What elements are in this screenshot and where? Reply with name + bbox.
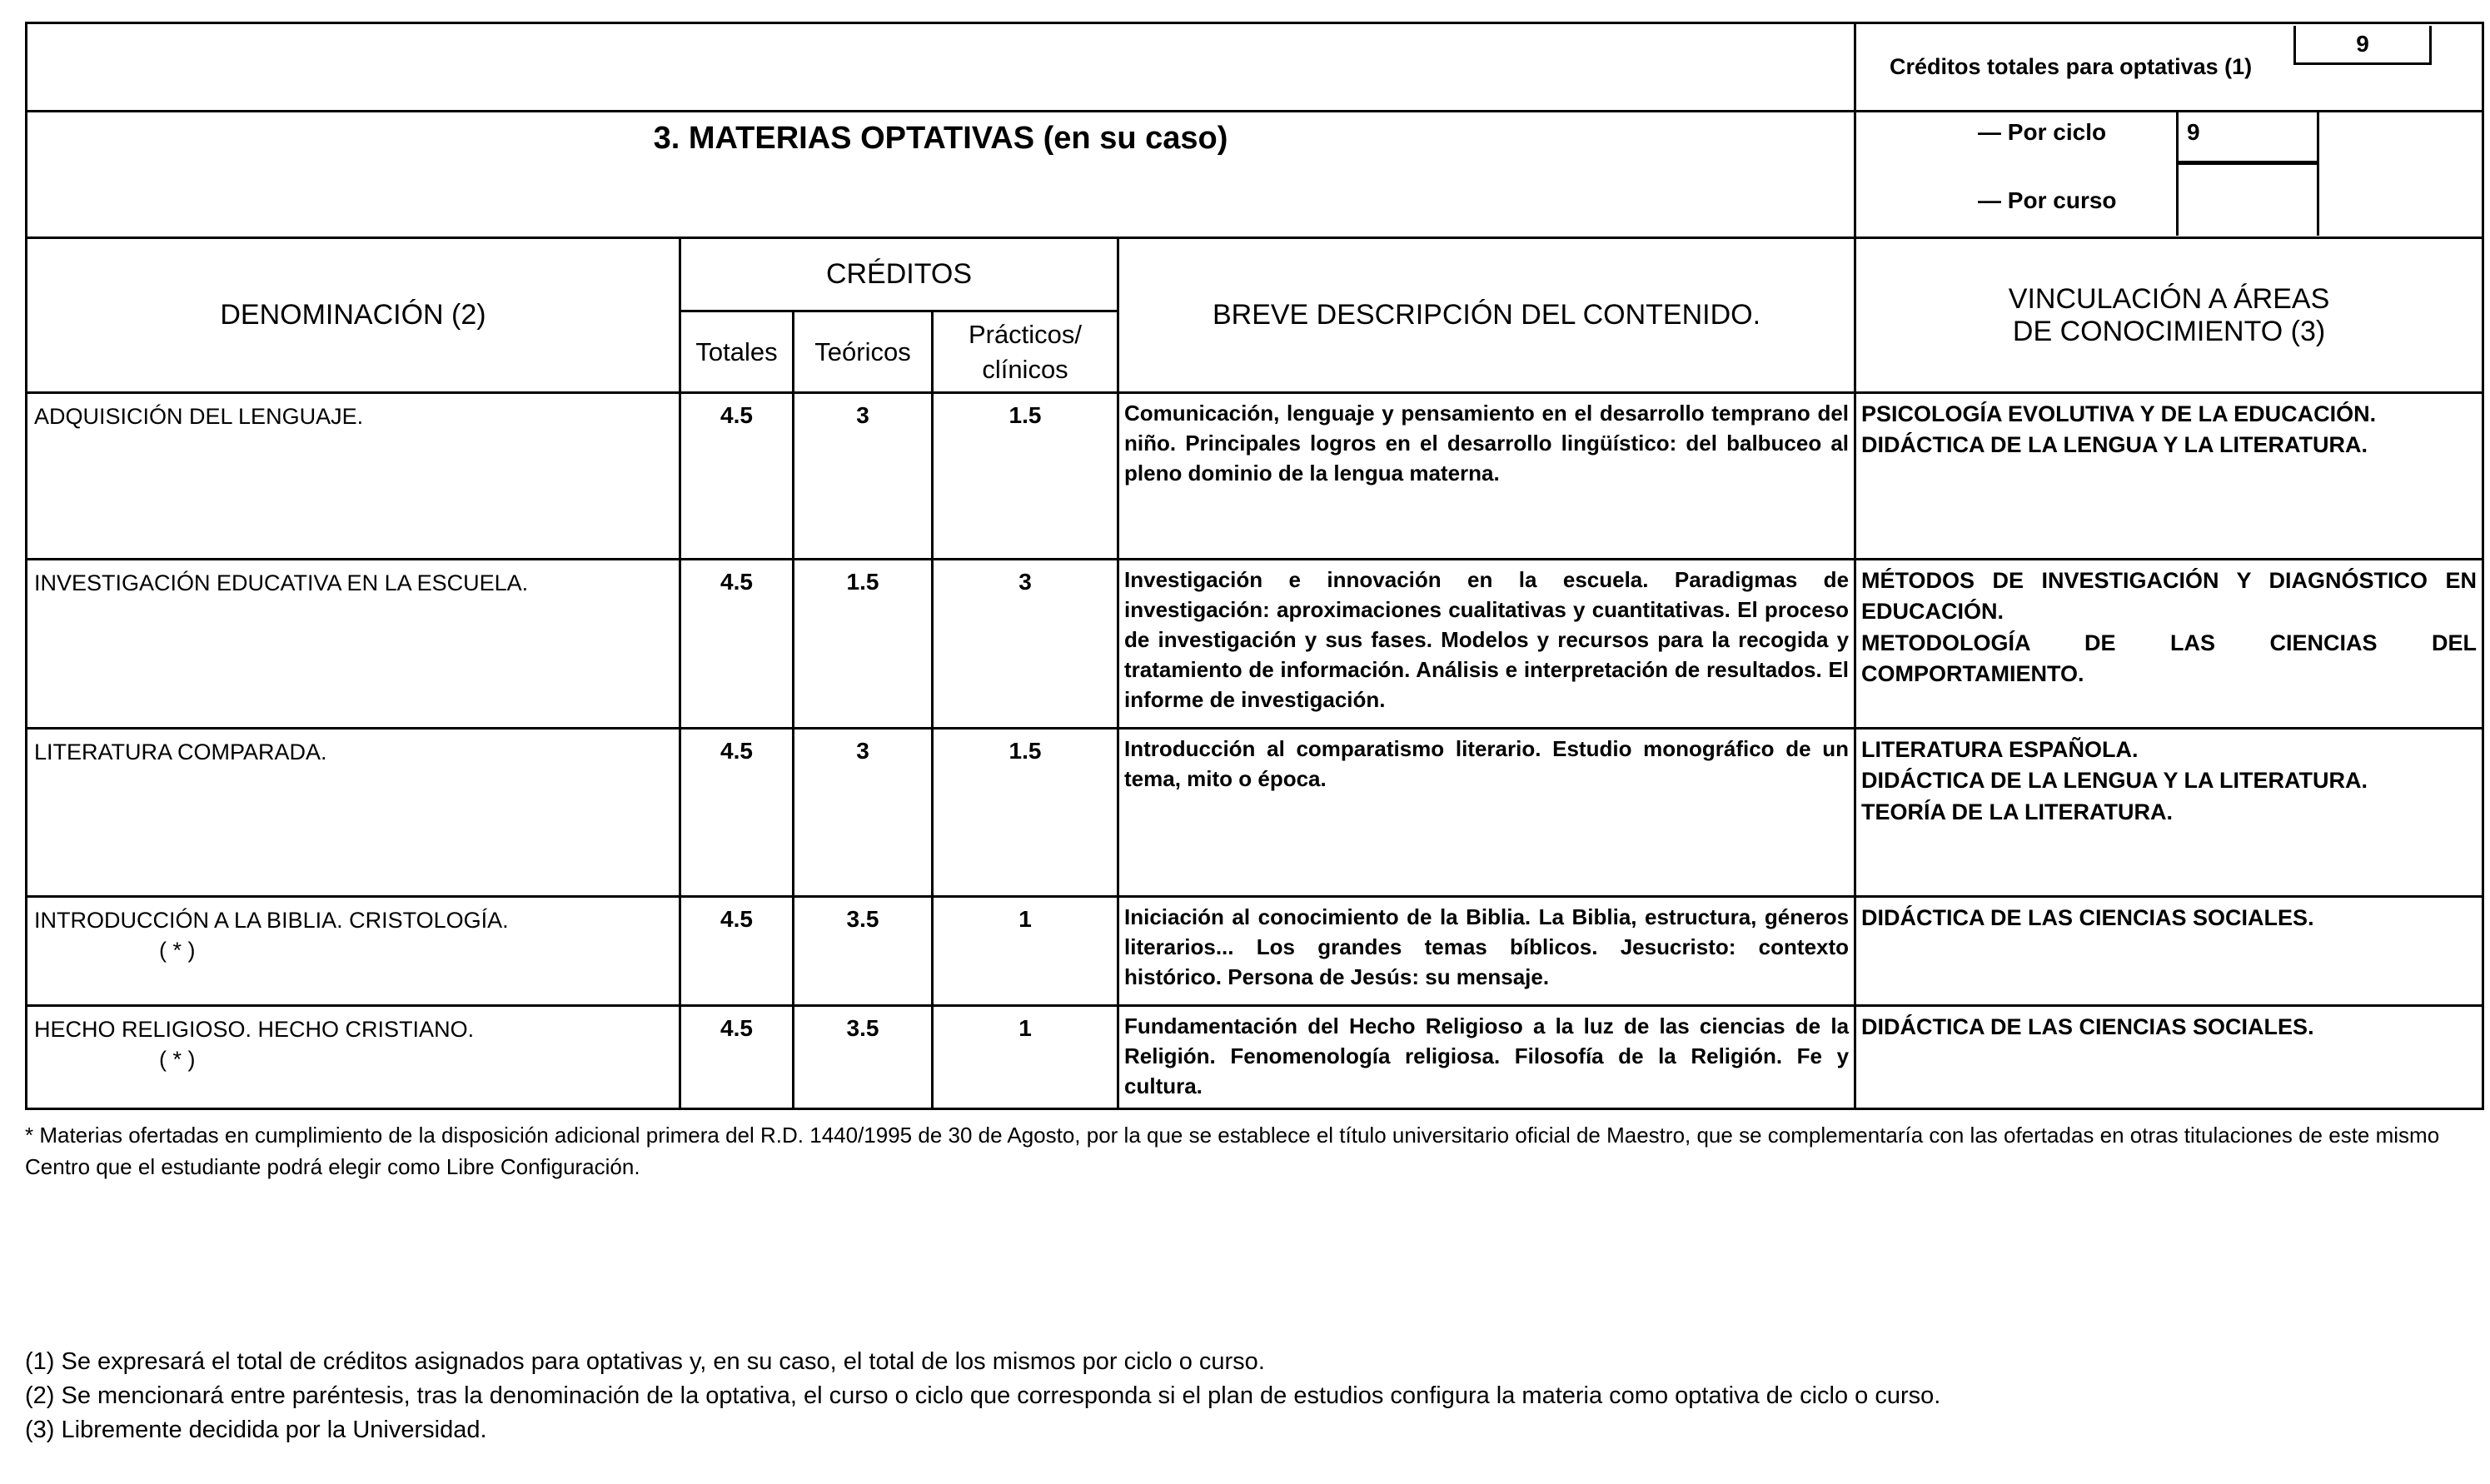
- col-teoricos: Teóricos: [794, 311, 933, 393]
- row-name: ADQUISICIÓN DEL LENGUAJE.: [27, 393, 680, 560]
- row-name-cell: [27, 1006, 680, 1109]
- col-descripcion: BREVE DESCRIPCIÓN DEL CONTENIDO.: [1118, 238, 1855, 393]
- vinculacion-line-1: VINCULACIÓN A ÁREAS: [2008, 282, 2330, 315]
- table-row: [27, 560, 2483, 729]
- col-totales: Totales: [680, 311, 794, 393]
- row-name: LITERATURA COMPARADA.: [27, 729, 680, 897]
- row-teoricos: 3: [794, 393, 933, 560]
- row-mark: ( * ): [159, 937, 196, 963]
- row-teoricos: 1.5: [794, 560, 933, 729]
- row-teoricos: 3.5: [794, 1006, 933, 1109]
- asterisk-note: * Materias ofertadas en cumplimiento de la disposición adicional primera del R.D. 1440/1995 de 30 de Agosto, por la que se establece el título universitario oficial de Maestro, que se complementaría con las ofertadas en otras titulaciones de este mismo Centro que el estudiante podrá elegir como Libre Configuración.: [25, 1123, 2440, 1179]
- row-name: INTRODUCCIÓN A LA BIBLIA. CRISTOLOGÍA.: [34, 908, 509, 933]
- row-descripcion: Comunicación, lenguaje y pensamiento en el desarrollo temprano del niño. Principales logros en el desarrollo lingüístico: del balbuceo al pleno dominio de la lengua materna.: [1118, 393, 1855, 560]
- total-credits-label: Créditos totales para optativas (1): [1890, 53, 2253, 79]
- row-totales: 4.5: [680, 1006, 794, 1109]
- por-ciclo-label: — Por ciclo: [1978, 119, 2107, 145]
- area-item: DIDÁCTICA DE LAS CIENCIAS SOCIALES.: [1861, 1014, 2314, 1039]
- vinculacion-line-2: DE CONOCIMIENTO (3): [2012, 315, 2326, 347]
- table-row: [27, 897, 2483, 1006]
- header-blank: [27, 23, 1855, 112]
- row-descripcion: Fundamentación del Hecho Religioso a la luz de las ciencias de la Religión. Fenomenología religiosa. Filosofía de la Religión. Fe y cultura.: [1118, 1006, 1855, 1109]
- table-row: [27, 1006, 2483, 1109]
- row-practicos: 3: [933, 560, 1118, 729]
- row-totales: 4.5: [680, 393, 794, 560]
- row-mark: ( * ): [159, 1046, 196, 1072]
- row-totales: 4.5: [680, 897, 794, 1006]
- row-name: HECHO RELIGIOSO. HECHO CRISTIANO.: [34, 1017, 475, 1042]
- row-descripcion: Investigación e innovación en la escuela. Paradigmas de investigación: aproximaciones cualitativas y cuantitativas. El proceso de investigación y sus fases. Modelos y recursos para la recogida y tratamiento de información. Análisis e interpretación de resultados. El informe de investigación.: [1118, 560, 1855, 729]
- table-row: [27, 393, 2483, 560]
- row-descripcion: Introducción al comparatismo literario. Estudio monográfico de un tema, mito o época.: [1118, 729, 1855, 897]
- col-denominacion: DENOMINACIÓN (2): [27, 238, 680, 393]
- row-name: INVESTIGACIÓN EDUCATIVA EN LA ESCUELA.: [27, 560, 680, 729]
- col-practicos: Prácticos/ clínicos: [933, 311, 1118, 393]
- section-title-cell: [27, 112, 1855, 238]
- area-item: TEORÍA DE LA LITERATURA.: [1861, 799, 2174, 824]
- area-item: DIDÁCTICA DE LAS CIENCIAS SOCIALES.: [1861, 905, 2314, 930]
- area-item: PSICOLOGÍA EVOLUTIVA Y DE LA EDUCACIÓN.: [1861, 401, 2377, 426]
- row-areas: [1855, 1006, 2483, 1109]
- por-ciclo-value: 9: [2187, 119, 2200, 145]
- row-descripcion: Iniciación al conocimiento de la Biblia. La Biblia, estructura, géneros literarios... Los grandes temas bíblicos. Jesucristo: contexto histórico. Persona de Jesús: su mensaje.: [1118, 897, 1855, 1006]
- optativas-table: [25, 22, 2484, 1110]
- row-teoricos: 3: [794, 729, 933, 897]
- row-practicos: 1: [933, 1006, 1118, 1109]
- area-item: MÉTODOS DE INVESTIGACIÓN Y DIAGNÓSTICO EN EDUCACIÓN.: [1861, 568, 2478, 625]
- section-title: 3. MATERIAS OPTATIVAS (en su caso): [653, 121, 1228, 156]
- row-practicos: 1.5: [933, 729, 1118, 897]
- col-vinculacion: [1855, 238, 2483, 393]
- row-areas: [1855, 560, 2483, 729]
- row-totales: 4.5: [680, 729, 794, 897]
- area-item: DIDÁCTICA DE LA LENGUA Y LA LITERATURA.: [1861, 432, 2368, 458]
- row-practicos: 1: [933, 897, 1118, 1006]
- row-practicos: 1.5: [933, 393, 1118, 560]
- area-item: DIDÁCTICA DE LA LENGUA Y LA LITERATURA.: [1861, 768, 2368, 794]
- row-areas: [1855, 729, 2483, 897]
- row-totales: 4.5: [680, 560, 794, 729]
- footnote-2: (2) Se mencionará entre paréntesis, tras la denominación de la optativa, el curso o ciclo que corresponda si el plan de estudios configura la materia como optativa de ciclo o curso.: [25, 1382, 1941, 1410]
- total-credits-cell: [1855, 23, 2483, 112]
- footnotes: [25, 1345, 1940, 1448]
- row-teoricos: 3.5: [794, 897, 933, 1006]
- table-row: [27, 729, 2483, 897]
- total-credits-value: 9: [2293, 26, 2432, 65]
- por-curso-label: — Por curso: [1978, 187, 2117, 213]
- footnote-1: (1) Se expresará el total de créditos asignados para optativas y, en su caso, el total de los mismos por ciclo o curso.: [25, 1348, 1265, 1375]
- area-item: LITERATURA ESPAÑOLA.: [1861, 737, 2139, 762]
- area-item: METODOLOGÍA DE LAS CIENCIAS DEL COMPORTAMIENTO.: [1861, 630, 2478, 686]
- row-areas: [1855, 897, 2483, 1006]
- per-cycle-cell: [1855, 112, 2483, 238]
- footnote-3: (3) Libremente decidida por la Universidad.: [25, 1417, 487, 1444]
- row-areas: [1855, 393, 2483, 560]
- row-name-cell: [27, 897, 680, 1006]
- col-creditos: CRÉDITOS: [680, 238, 1118, 311]
